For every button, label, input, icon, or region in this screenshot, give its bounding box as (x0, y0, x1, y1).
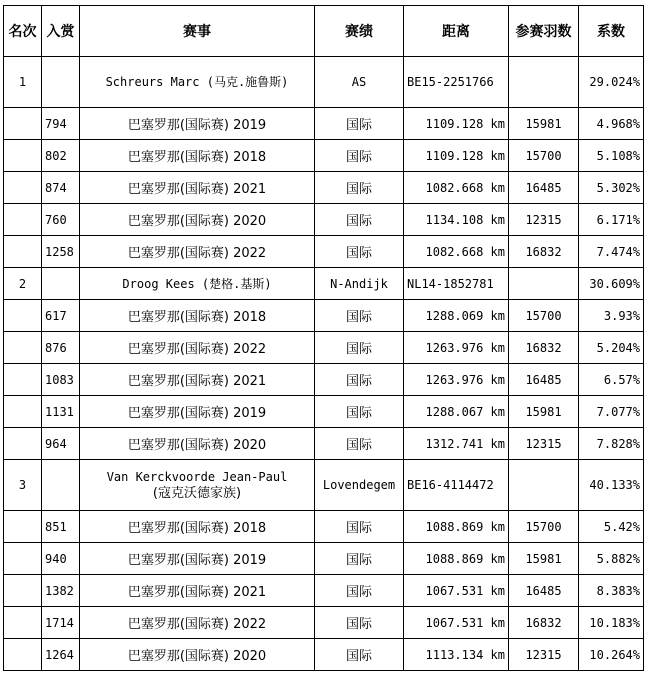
group-summary-row (4, 268, 644, 300)
entries-cell: 12315 (509, 428, 579, 460)
event-cell: 巴塞罗那(国际赛) 2022 (80, 607, 315, 639)
event-cell: 巴塞罗那(国际赛) 2020 (80, 428, 315, 460)
coefficient-cell: 10.183% (579, 607, 644, 639)
participant-alias: (寇克沃德家族) (152, 485, 242, 501)
result-cell: 国际 (315, 204, 404, 236)
distance-cell: 1088.869 km (404, 543, 509, 575)
coefficient-cell: 5.302% (579, 172, 644, 204)
table-row (4, 396, 644, 428)
coefficient-cell: 6.57% (579, 364, 644, 396)
coefficient-cell: 5.204% (579, 332, 644, 364)
table-row (4, 332, 644, 364)
entries-cell (509, 57, 579, 108)
distance-cell: 1288.067 km (404, 396, 509, 428)
distance-cell: 1134.108 km (404, 204, 509, 236)
entries-cell: 15981 (509, 396, 579, 428)
prize-cell: 1258 (42, 236, 80, 268)
group-summary-row (4, 460, 644, 511)
loft-cell: N-Andijk (315, 268, 404, 300)
prize-cell: 940 (42, 543, 80, 575)
entries-cell: 12315 (509, 204, 579, 236)
table-row (4, 140, 644, 172)
result-cell: 国际 (315, 639, 404, 671)
prize-cell (42, 268, 80, 300)
table-row (4, 428, 644, 460)
result-cell: 国际 (315, 236, 404, 268)
table-row (4, 236, 644, 268)
distance-cell: 1082.668 km (404, 236, 509, 268)
table-row (4, 543, 644, 575)
event-cell: 巴塞罗那(国际赛) 2022 (80, 332, 315, 364)
result-cell: 国际 (315, 575, 404, 607)
prize-cell: 794 (42, 108, 80, 140)
table-body (4, 57, 644, 671)
loft-cell: AS (315, 57, 404, 108)
prize-cell: 1131 (42, 396, 80, 428)
event-cell: 巴塞罗那(国际赛) 2021 (80, 575, 315, 607)
distance-cell: 1088.869 km (404, 511, 509, 543)
rank-cell: 3 (4, 460, 42, 511)
distance-cell: 1263.976 km (404, 364, 509, 396)
rank-cell: 2 (4, 268, 42, 300)
table-row (4, 108, 644, 140)
table-row (4, 607, 644, 639)
entries-cell: 15700 (509, 511, 579, 543)
prize-cell: 617 (42, 300, 80, 332)
entries-cell: 16832 (509, 236, 579, 268)
prize-cell: 802 (42, 140, 80, 172)
results-table (3, 5, 644, 671)
distance-cell: 1067.531 km (404, 575, 509, 607)
event-cell: 巴塞罗那(国际赛) 2018 (80, 300, 315, 332)
entries-cell: 15981 (509, 108, 579, 140)
participant-cell (80, 57, 315, 108)
result-cell: 国际 (315, 607, 404, 639)
table-row (4, 364, 644, 396)
event-cell: 巴塞罗那(国际赛) 2018 (80, 140, 315, 172)
header-coefficient: 系数 (579, 6, 644, 57)
ring-number-cell: NL14-1852781 (404, 268, 509, 300)
event-cell: 巴塞罗那(国际赛) 2021 (80, 364, 315, 396)
coefficient-cell: 5.42% (579, 511, 644, 543)
prize-cell (42, 57, 80, 108)
event-cell: 巴塞罗那(国际赛) 2022 (80, 236, 315, 268)
coefficient-cell: 7.828% (579, 428, 644, 460)
event-cell: 巴塞罗那(国际赛) 2020 (80, 204, 315, 236)
result-cell: 国际 (315, 140, 404, 172)
entries-cell: 16832 (509, 332, 579, 364)
result-cell: 国际 (315, 511, 404, 543)
header-entries: 参赛羽数 (509, 6, 579, 57)
prize-cell: 874 (42, 172, 80, 204)
table-row (4, 639, 644, 671)
prize-cell: 1083 (42, 364, 80, 396)
coefficient-cell: 5.108% (579, 140, 644, 172)
ring-number-cell: BE15-2251766 (404, 57, 509, 108)
entries-cell: 15700 (509, 300, 579, 332)
table-row (4, 511, 644, 543)
header-rank: 名次 (4, 6, 42, 57)
result-cell: 国际 (315, 300, 404, 332)
result-cell: 国际 (315, 332, 404, 364)
coefficient-cell: 8.383% (579, 575, 644, 607)
table-row (4, 300, 644, 332)
entries-cell: 16485 (509, 364, 579, 396)
total-coefficient-cell: 40.133% (579, 460, 644, 511)
distance-cell: 1288.069 km (404, 300, 509, 332)
event-cell: 巴塞罗那(国际赛) 2019 (80, 108, 315, 140)
result-cell: 国际 (315, 108, 404, 140)
entries-cell (509, 268, 579, 300)
header-prize: 入赏 (42, 6, 80, 57)
coefficient-cell: 7.077% (579, 396, 644, 428)
result-cell: 国际 (315, 364, 404, 396)
distance-cell: 1109.128 km (404, 140, 509, 172)
header-distance: 距离 (404, 6, 509, 57)
coefficient-cell: 4.968% (579, 108, 644, 140)
distance-cell: 1263.976 km (404, 332, 509, 364)
prize-cell (42, 460, 80, 511)
participant-cell (80, 460, 315, 511)
participant-name: Schreurs Marc (马克.施鲁斯) (105, 75, 289, 89)
coefficient-cell: 3.93% (579, 300, 644, 332)
result-cell: 国际 (315, 172, 404, 204)
event-cell: 巴塞罗那(国际赛) 2019 (80, 396, 315, 428)
loft-cell: Lovendegem (315, 460, 404, 511)
prize-cell: 964 (42, 428, 80, 460)
entries-cell: 16485 (509, 575, 579, 607)
distance-cell: 1312.741 km (404, 428, 509, 460)
event-cell: 巴塞罗那(国际赛) 2019 (80, 543, 315, 575)
participant-name: Van Kerckvoorde Jean-Paul (106, 469, 288, 484)
result-cell: 国际 (315, 428, 404, 460)
ring-number-cell: BE16-4114472 (404, 460, 509, 511)
prize-cell: 876 (42, 332, 80, 364)
distance-cell: 1113.134 km (404, 639, 509, 671)
entries-cell: 16485 (509, 172, 579, 204)
total-coefficient-cell: 30.609% (579, 268, 644, 300)
coefficient-cell: 10.264% (579, 639, 644, 671)
entries-cell: 15981 (509, 543, 579, 575)
prize-cell: 1714 (42, 607, 80, 639)
coefficient-cell: 5.882% (579, 543, 644, 575)
result-cell: 国际 (315, 543, 404, 575)
participant-cell (80, 268, 315, 300)
table-row (4, 172, 644, 204)
total-coefficient-cell: 29.024% (579, 57, 644, 108)
distance-cell: 1067.531 km (404, 607, 509, 639)
coefficient-cell: 7.474% (579, 236, 644, 268)
entries-cell: 12315 (509, 639, 579, 671)
header-result: 赛绩 (315, 6, 404, 57)
table-row (4, 575, 644, 607)
entries-cell: 16832 (509, 607, 579, 639)
header-row (4, 6, 644, 57)
coefficient-cell: 6.171% (579, 204, 644, 236)
group-summary-row (4, 57, 644, 108)
distance-cell: 1109.128 km (404, 108, 509, 140)
participant-name: Droog Kees (楚格.基斯) (122, 276, 272, 291)
rank-cell: 1 (4, 57, 42, 108)
entries-cell (509, 460, 579, 511)
table-row (4, 204, 644, 236)
prize-cell: 1382 (42, 575, 80, 607)
prize-cell: 760 (42, 204, 80, 236)
prize-cell: 851 (42, 511, 80, 543)
header-event: 赛事 (80, 6, 315, 57)
event-cell: 巴塞罗那(国际赛) 2018 (80, 511, 315, 543)
prize-cell: 1264 (42, 639, 80, 671)
entries-cell: 15700 (509, 140, 579, 172)
event-cell: 巴塞罗那(国际赛) 2020 (80, 639, 315, 671)
event-cell: 巴塞罗那(国际赛) 2021 (80, 172, 315, 204)
distance-cell: 1082.668 km (404, 172, 509, 204)
result-cell: 国际 (315, 396, 404, 428)
